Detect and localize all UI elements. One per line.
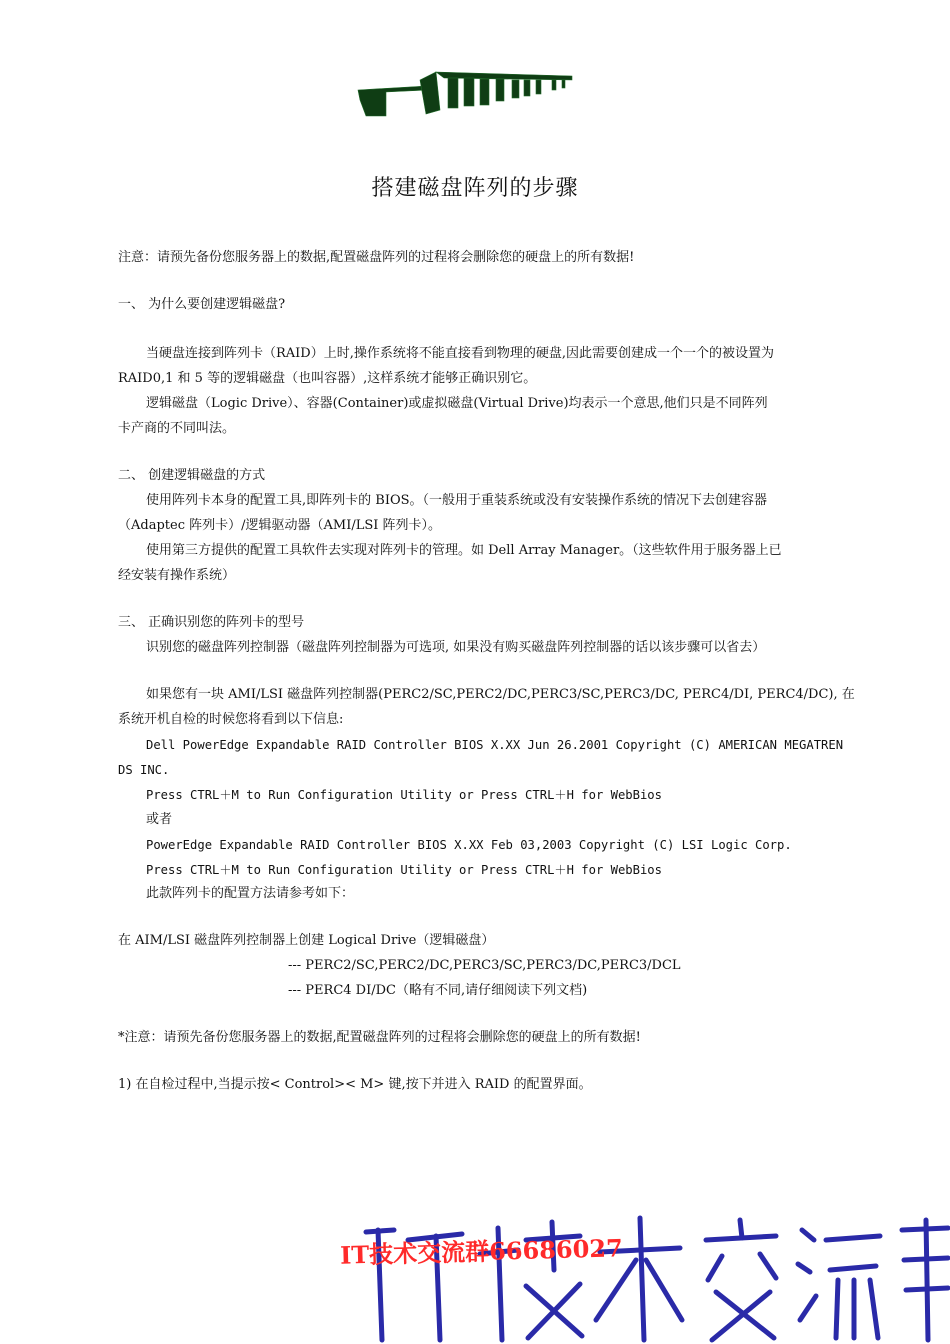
watermark-red-text: IT技术交流群66686027 xyxy=(339,1233,624,1270)
bios-message-1c: Press CTRL＋M to Run Configuration Utility or Press CTRL＋H for WebBios xyxy=(146,788,662,802)
header-logo-graphic xyxy=(356,68,576,120)
section-1-paragraph-1a: 当硬盘连接到阵列卡（RAID）上时,操作系统将不能直接看到物理的硬盘,因此需要创建成一个一个的被设置为 xyxy=(146,346,774,361)
section-3-paragraph-2b: 系统开机自检的时候您将看到以下信息: xyxy=(118,712,344,727)
or-text: 或者 xyxy=(146,812,173,827)
section-1-paragraph-1b: RAID0,1 和 5 等的逻辑磁盘（也叫容器）,这样系统才能够正确识别它。 xyxy=(118,371,537,386)
bios-message-1b: DS INC. xyxy=(118,763,170,777)
section-2-paragraph-2a: 使用第三方提供的配置工具软件去实现对阵列卡的管理。如 Dell Array Manager。（这些软件用于服务器上已 xyxy=(146,543,782,558)
watermark-large-graphic xyxy=(330,1200,950,1344)
section-2-paragraph-1b: （Adaptec 阵列卡）/逻辑驱动器（AMI/LSI 阵列卡）。 xyxy=(118,518,442,533)
section-1-heading: 一、 为什么要创建逻辑磁盘? xyxy=(118,297,286,312)
section-3-paragraph-2a: 如果您有一块 AMI/LSI 磁盘阵列控制器(PERC2/SC,PERC2/DC,PERC3/SC,PERC3/DC, PERC4/DI, PERC4/DC), 在 xyxy=(146,687,855,702)
reference-text: 此款阵列卡的配置方法请参考如下： xyxy=(146,886,355,901)
controller-models-1: --- PERC2/SC,PERC2/DC,PERC3/SC,PERC3/DC,PERC3/DCL xyxy=(288,958,681,973)
section-2-paragraph-2b: 经安装有操作系统） xyxy=(118,568,236,583)
bios-message-2a: PowerEdge Expandable RAID Controller BIOS X.XX Feb 03,2003 Copyright (C) LSI Logic Corp. xyxy=(146,838,792,852)
section-1-paragraph-2a: 逻辑磁盘（Logic Drive）、容器(Container)或虚拟磁盘(Virtual Drive)均表示一个意思,他们只是不同阵列 xyxy=(146,396,768,411)
controller-models-2: --- PERC4 DI/DC（略有不同,请仔细阅读下列文档) xyxy=(288,983,588,998)
section-2-paragraph-1a: 使用阵列卡本身的配置工具,即阵列卡的 BIOS。（一般用于重装系统或没有安装操作系统的情况下去创建容器 xyxy=(146,493,768,508)
create-logical-drive-heading: 在 AIM/LSI 磁盘阵列控制器上创建 Logical Drive（逻辑磁盘） xyxy=(118,933,495,948)
backup-warning-2: *注意：请预先备份您服务器上的数据,配置磁盘阵列的过程将会删除您的硬盘上的所有数据! xyxy=(118,1030,641,1045)
section-2-heading: 二、 创建逻辑磁盘的方式 xyxy=(118,468,266,483)
section-3-heading: 三、 正确识别您的阵列卡的型号 xyxy=(118,615,305,630)
document-title: 搭建磁盘阵列的步骤 xyxy=(371,176,579,201)
backup-warning: 注意：请预先备份您服务器上的数据,配置磁盘阵列的过程将会删除您的硬盘上的所有数据! xyxy=(118,250,635,265)
step-1-text: 1) 在自检过程中,当提示按< Control>< M> 键,按下并进入 RAID 的配置界面。 xyxy=(118,1077,592,1092)
bios-message-1a: Dell PowerEdge Expandable RAID Controller BIOS X.XX Jun 26.2001 Copyright (C) AMERICAN MEGATREN xyxy=(146,738,844,752)
section-3-paragraph-1: 识别您的磁盘阵列控制器（磁盘阵列控制器为可选项, 如果没有购买磁盘阵列控制器的话以该步骤可以省去） xyxy=(146,640,766,655)
section-1-paragraph-2b: 卡产商的不同叫法。 xyxy=(118,421,236,436)
bios-message-2b: Press CTRL＋M to Run Configuration Utility or Press CTRL＋H for WebBios xyxy=(146,863,662,877)
